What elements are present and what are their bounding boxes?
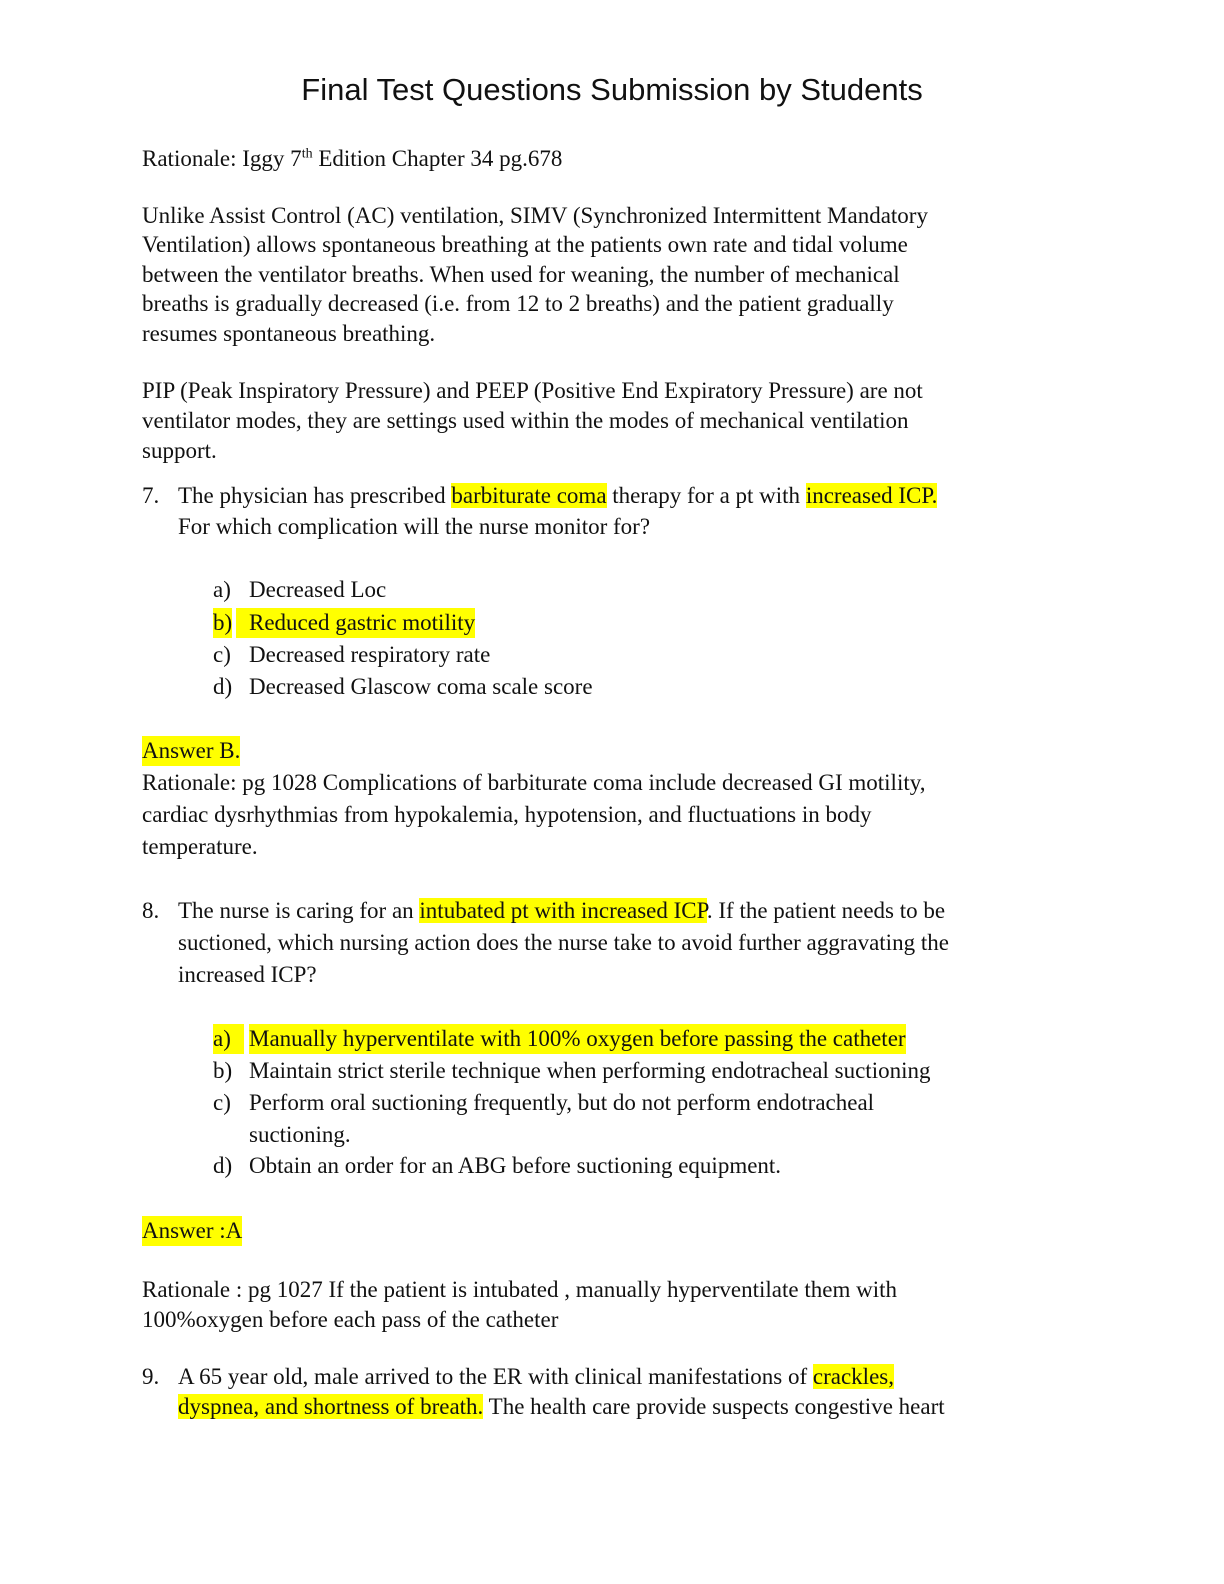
option-letter: c) <box>213 1090 231 1115</box>
reference-suffix: Edition Chapter 34 pg.678 <box>312 146 563 171</box>
question-number: 7. <box>142 483 160 508</box>
page-title: Final Test Questions Submission by Students <box>301 72 923 107</box>
question-7-line-2: For which complication will the nurse monitor for? <box>178 514 651 539</box>
paragraph-line: support. <box>142 438 217 463</box>
question-9-line-2 <box>178 1392 945 1422</box>
question-number: 9. <box>142 1364 160 1389</box>
correct-option-text: Reduced gastric motility <box>236 608 475 638</box>
question-text: The health care provide suspects congestive heart <box>483 1394 945 1419</box>
rationale-line: Rationale: pg 1028 Complications of barbiturate coma include decreased GI motility, <box>142 770 926 795</box>
option-letter: d) <box>213 1153 233 1178</box>
paragraph-line: Ventilation) allows spontaneous breathing at the patients own rate and tidal volume <box>142 232 908 257</box>
answer-label: Answer :A <box>142 1216 242 1246</box>
paragraph-line: ventilator modes, they are settings used within the modes of mechanical ventilation <box>142 408 909 433</box>
highlighted-text: dyspnea, and shortness of breath. <box>178 1394 484 1419</box>
option-letter: b) <box>213 1058 233 1083</box>
question-text: The nurse is caring for an <box>178 898 420 923</box>
reference-superscript: th <box>301 146 313 162</box>
question-text: therapy for a pt with <box>606 483 806 508</box>
highlighted-text: intubated pt with increased ICP <box>419 898 707 923</box>
rationale-line: Rationale : pg 1027 If the patient is intubated , manually hyperventilate them with <box>142 1277 897 1302</box>
option-letter: d) <box>213 674 233 699</box>
paragraph-line: between the ventilator breaths. When used for weaning, the number of mechanical <box>142 262 900 287</box>
question-8-line-2: suctioned, which nursing action does the nurse take to avoid further aggravating the <box>178 930 949 955</box>
option-letter: a) <box>213 577 231 602</box>
question-number: 8. <box>142 898 160 923</box>
paragraph-line: Unlike Assist Control (AC) ventilation, SIMV (Synchronized Intermittent Mandatory <box>142 203 928 228</box>
question-8-line-3: increased ICP? <box>178 962 317 987</box>
question-text: The physician has prescribed <box>178 483 452 508</box>
highlighted-text: crackles, <box>812 1364 894 1389</box>
question-8-line-1 <box>178 896 945 926</box>
option-text: Perform oral suctioning frequently, but do not perform endotracheal <box>249 1090 875 1115</box>
paragraph-line: breaths is gradually decreased (i.e. from 12 to 2 breaths) and the patient gradually <box>142 291 894 316</box>
option-text-continued: suctioning. <box>249 1122 351 1147</box>
question-9-line-1 <box>178 1362 894 1392</box>
option-text: Decreased Glascow coma scale score <box>249 674 593 699</box>
question-text: A 65 year old, male arrived to the ER with clinical manifestations of <box>178 1364 813 1389</box>
reference-line <box>142 144 562 174</box>
correct-option-text: Manually hyperventilate with 100% oxygen before passing the catheter <box>249 1024 906 1054</box>
correct-option-letter: b) <box>213 608 232 638</box>
answer-label: Answer B. <box>142 736 240 766</box>
option-text: Maintain strict sterile technique when performing endotracheal suctioning <box>249 1058 931 1083</box>
highlighted-text: barbiturate coma <box>451 483 607 508</box>
rationale-line: 100%oxygen before each pass of the catheter <box>142 1307 559 1332</box>
correct-option-letter: a) <box>213 1024 244 1054</box>
option-text: Decreased respiratory rate <box>249 642 491 667</box>
option-text: Obtain an order for an ABG before suctioning equipment. <box>249 1153 782 1178</box>
question-text: . If the patient needs to be <box>706 898 946 923</box>
paragraph-line: PIP (Peak Inspiratory Pressure) and PEEP (Positive End Expiratory Pressure) are not <box>142 378 923 403</box>
highlighted-text: increased ICP. <box>805 483 938 508</box>
question-7-line-1 <box>178 481 937 511</box>
option-letter: c) <box>213 642 231 667</box>
option-text: Decreased Loc <box>249 577 387 602</box>
rationale-line: temperature. <box>142 834 258 859</box>
reference-prefix: Rationale: Iggy 7 <box>142 146 302 171</box>
paragraph-line: resumes spontaneous breathing. <box>142 321 436 346</box>
rationale-line: cardiac dysrhythmias from hypokalemia, hypotension, and fluctuations in body <box>142 802 872 827</box>
